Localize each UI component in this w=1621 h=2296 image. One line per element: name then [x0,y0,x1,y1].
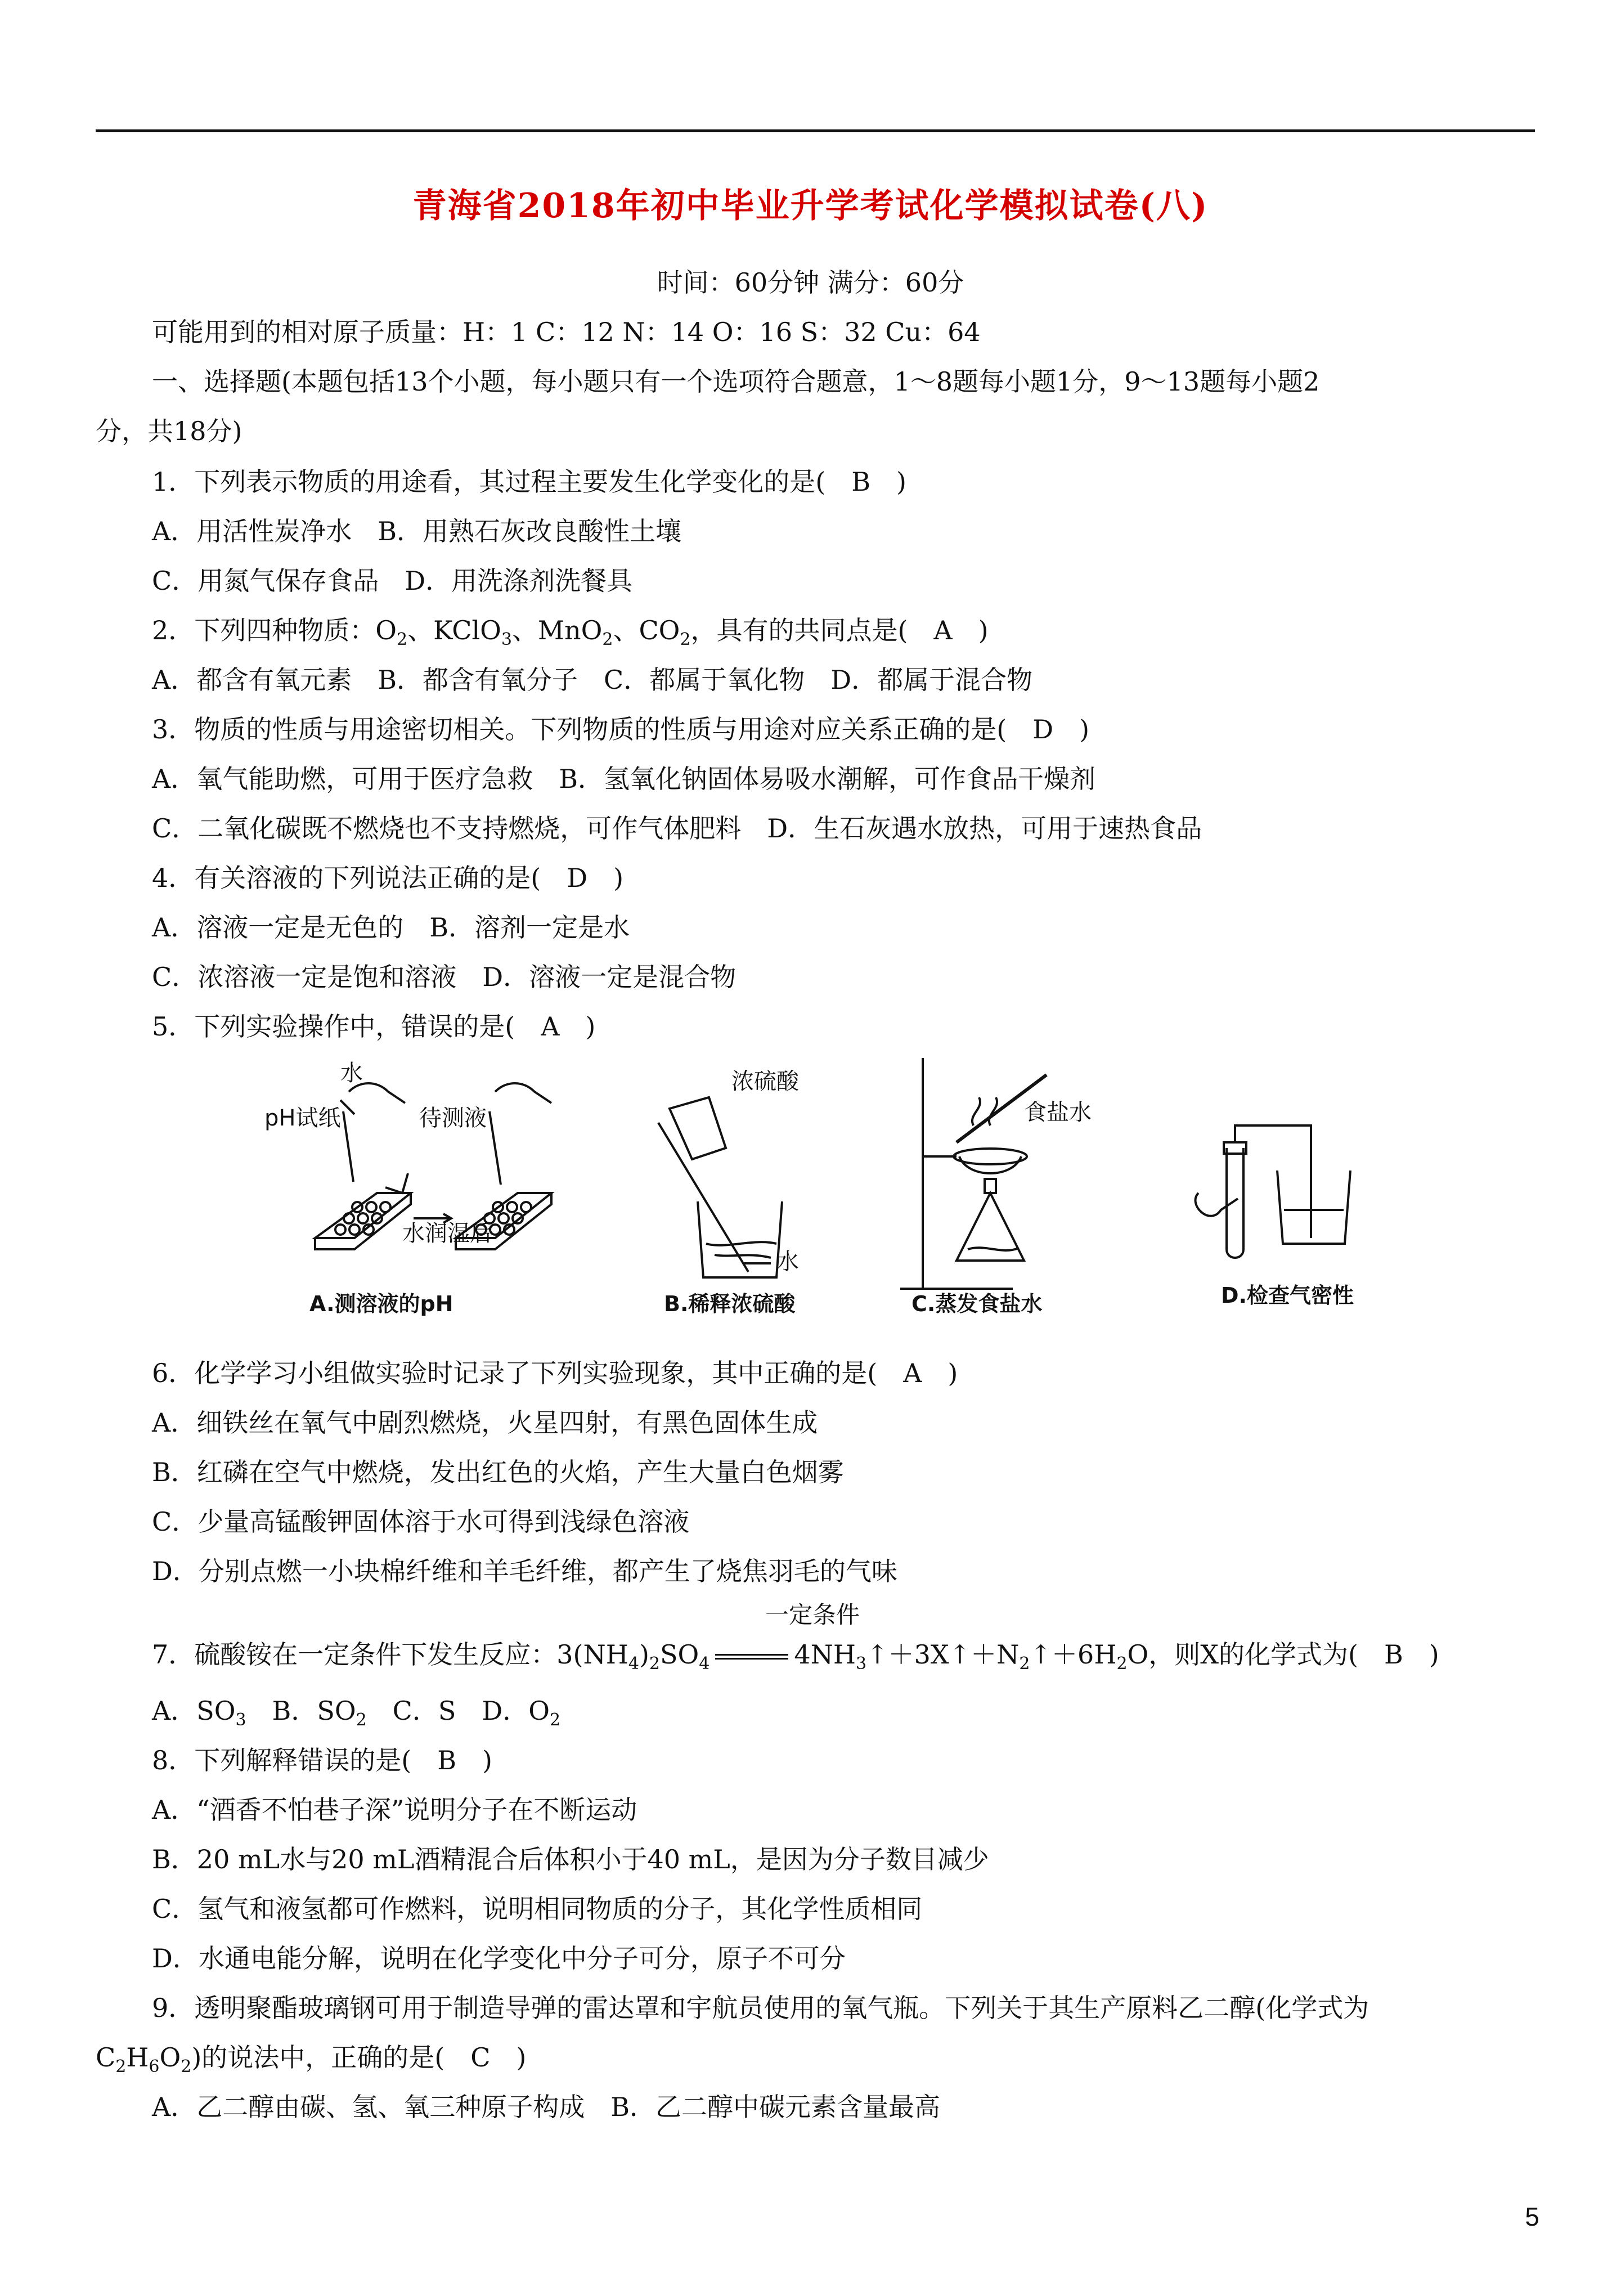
exam-meta: 时间：60分钟 满分：60分 [657,267,964,298]
caption-b: B.稀释浓硫酸 [664,1292,796,1316]
caption-a: A.测溶液的pH [309,1292,453,1316]
question-3-stem: 3．物质的性质与用途密切相关。下列物质的性质与用途对应关系正确的是( D ) [152,714,1090,745]
question-4-options-ab: A．溶液一定是无色的 B．溶剂一定是水 [152,912,630,943]
label-water: 水 [340,1060,363,1086]
question-2-stem: 2．下列四种物质：$O_2$、KClO$_3$、MnO$_2$、$CO_2$，具有的共同点是( A ) [152,615,989,650]
section-intro: 一、选择题(本题包括13个小题，每小题只有一个选项符合题意，1～8题每小题1分，9～13题每小题2 [152,366,1320,397]
question-1-options-cd: C．用氮气保存食品 D．用洗涤剂洗餐具 [152,566,633,596]
question-3-options-ab: A．氧气能助燃，可用于医疗急救 B．氢氧化钠固体易吸水潮解，可作食品干燥剂 [152,764,1096,794]
question-6-option-b: B．红磷在空气中燃烧，发出红色的火焰，产生大量白色烟雾 [152,1457,844,1487]
question-1-options-ab: A．用活性炭净水 B．用熟石灰改良酸性土壤 [152,516,682,546]
question-6-option-d: D．分别点燃一小块棉纤维和羊毛纤维，都产生了烧焦羽毛的气味 [152,1556,897,1586]
question-5-stem: 5．下列实验操作中，错误的是( A ) [152,1011,596,1042]
question-7-options: A．$SO_3$ B．$SO_2$ C．S D．$O_2$ [152,1696,561,1730]
evaporation-drawing [900,1058,1047,1289]
equals-arrow [710,1652,794,1662]
question-1-stem: 1．下列表示物质的用途看，其过程主要发生化学变化的是( B ) [152,467,906,497]
lab-apparatus-figure [264,1058,1457,1339]
question-8-option-c: C．氢气和液氢都可作燃料，说明相同物质的分子，其化学性质相同 [152,1894,923,1924]
question-7-stem: 7．硫酸铵在一定条件下发生反应：$3(NH_4)_2SO_4$ $4NH_3↑+3X↑+N_2↑+6H_2O$，则X的化学式为( B ) [152,1639,1439,1674]
question-4-stem: 4．有关溶液的下列说法正确的是( D ) [152,863,624,893]
page-title: 青海省2018年初中毕业升学考试化学模拟试卷(八) [412,186,1209,226]
question-9-stem: 9．透明聚酯玻璃钢可用于制造导弹的雷达罩和宇航员使用的氧气瓶。下列关于其生产原料乙二醇(化学式为 [152,1993,1369,2023]
caption-c: C.蒸发食盐水 [911,1292,1043,1316]
question-8-stem: 8．下列解释错误的是( B ) [152,1745,492,1775]
question-2-options: A．都含有氧元素 B．都含有氧分子 C．都属于氧化物 D．都属于混合物 [152,665,1033,695]
label-brine: 食盐水 [1024,1100,1092,1125]
section-intro-cont: 分，共18分) [96,416,243,446]
airtightness-drawing [1196,1125,1350,1258]
question-6-option-a: A．细铁丝在氧气中剧烈燃烧，火星四射，有黑色固体生成 [152,1407,818,1438]
label-ph-paper: pH试纸 [264,1105,341,1131]
question-6-option-c: C．少量高锰酸钾固体溶于水可得到浅绿色溶液 [152,1506,690,1537]
caption-d: D.检查气密性 [1221,1283,1354,1308]
question-8-option-b: B．20 mL水与20 mL酒精混合后体积小于40 mL，是因为分子数目减少 [152,1844,989,1875]
label-water-b: 水 [776,1249,799,1275]
question-9-options-ab: A．乙二醇由碳、氢、氧三种原子构成 B．乙二醇中碳元素含量最高 [152,2092,941,2122]
question-3-options-cd: C．二氧化碳既不燃烧也不支持燃烧，可作气体肥料 D．生石灰遇水放热，可用于速热食品 [152,813,1202,844]
label-sample: 待测液 [419,1105,487,1131]
label-wet: 水润湿后 [402,1221,492,1246]
question-9-stem-cont: $C_2H_6O_2$)的说法中，正确的是( C ) [96,2042,527,2077]
question-4-options-cd: C．浓溶液一定是饱和溶液 D．溶液一定是混合物 [152,962,737,992]
question-8-option-d: D．水通电能分解，说明在化学变化中分子可分，原子不可分 [152,1943,846,1974]
header-rule [96,129,1535,132]
question-6-stem: 6．化学学习小组做实验时记录了下列实验现象，其中正确的是( A ) [152,1358,958,1388]
page-number: 5 [1525,2202,1539,2231]
label-acid: 浓硫酸 [731,1069,799,1095]
atomic-masses: 可能用到的相对原子质量：H：1 C：12 N：14 O：16 S：32 Cu：64 [152,317,981,347]
dilution-drawing [658,1097,782,1277]
reaction-condition: 一定条件 [765,1601,860,1629]
question-8-option-a: A．“酒香不怕巷子深”说明分子在不断运动 [152,1795,637,1825]
